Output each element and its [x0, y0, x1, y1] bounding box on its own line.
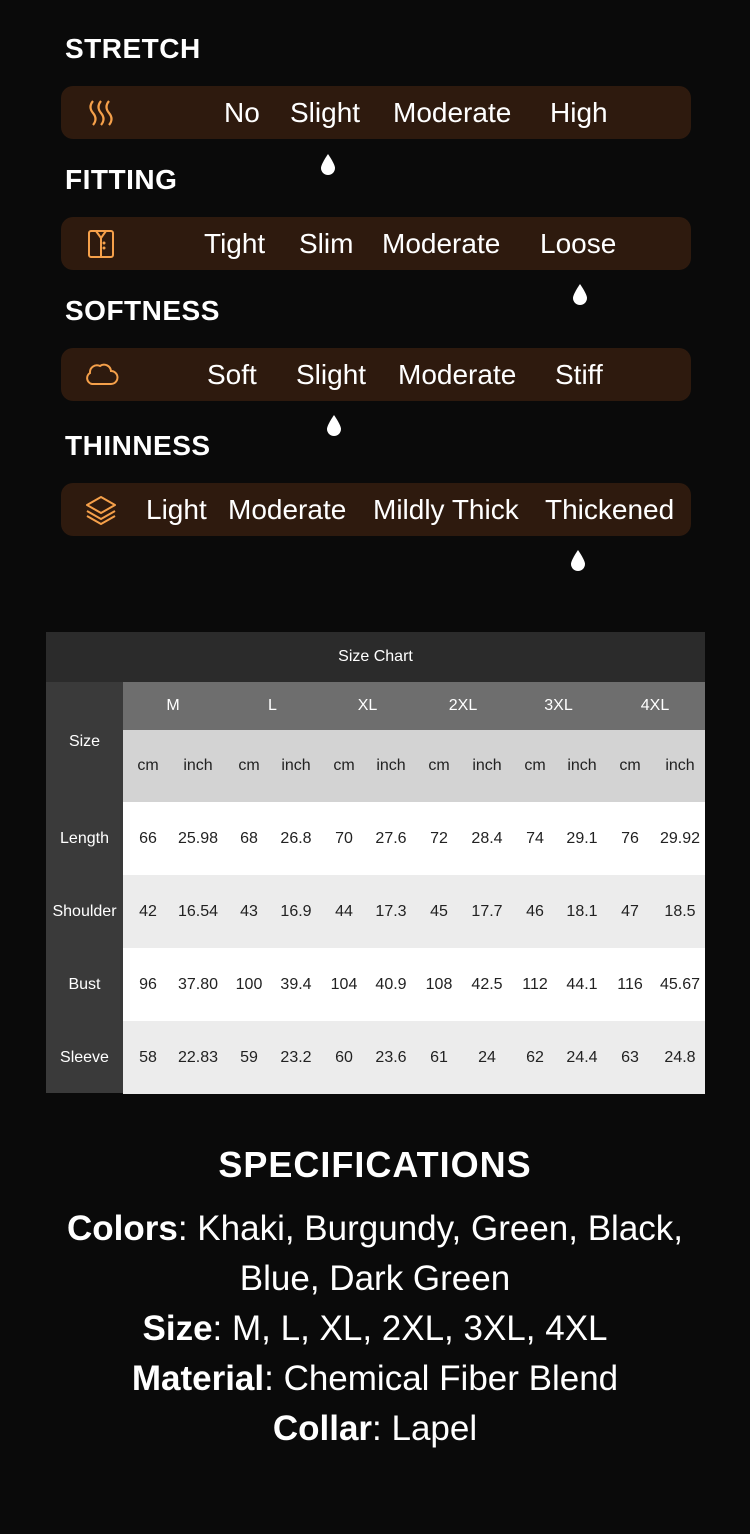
fitting-bar [61, 217, 691, 270]
fitting-title: FITTING [65, 164, 178, 195]
table-cell: 70 [335, 830, 353, 847]
unit-header-cm: cm [333, 757, 355, 774]
row-label-sleeve: Sleeve [60, 1049, 109, 1066]
table-cell: 45 [430, 903, 448, 920]
table-cell: 76 [621, 830, 639, 847]
stretch-option-moderate: Moderate [393, 97, 512, 128]
table-cell: 116 [617, 976, 643, 993]
stretch-option-high: High [550, 97, 608, 128]
table-cell: 96 [139, 976, 157, 993]
table-cell: 39.4 [280, 976, 312, 993]
spec-colors-cont [0, 1259, 750, 1299]
spec-size: Size: M, L, XL, 2XL, 3XL, 4XL [142, 1309, 608, 1348]
unit-header-inch: inch [376, 757, 406, 774]
spec-colors-value-cont: Blue, Dark Green [239, 1259, 511, 1298]
fitting-option-tight: Tight [204, 228, 266, 259]
thinness-option-light: Light [146, 494, 207, 525]
table-cell: 26.8 [280, 830, 312, 847]
size-header-m: M [166, 697, 180, 714]
table-cell: 104 [330, 976, 358, 993]
table-cell: 42 [139, 903, 157, 920]
table-cell: 74 [526, 830, 544, 847]
table-cell: 24 [478, 1049, 496, 1066]
table-cell: 23.6 [375, 1049, 407, 1066]
table-cell: 24.4 [566, 1049, 598, 1066]
fitting-option-loose: Loose [540, 228, 617, 259]
table-cell: 108 [425, 976, 453, 993]
table-cell: 25.98 [177, 830, 219, 847]
row-label-bust: Bust [68, 976, 101, 993]
table-cell: 45.67 [659, 976, 701, 993]
layers-icon [83, 492, 119, 528]
specifications-heading: SPECIFICATIONS [218, 1144, 532, 1185]
thinness-option-moderate: Moderate [228, 494, 347, 525]
thinness-bar [61, 483, 691, 536]
cloud-icon [83, 357, 119, 393]
softness-option-slight: Slight [296, 359, 367, 390]
row-label-length: Length [60, 830, 109, 847]
table-cell: 61 [430, 1049, 448, 1066]
table-cell: 18.1 [566, 903, 598, 920]
softness-option-stiff: Stiff [555, 359, 603, 390]
table-cell: 44 [335, 903, 353, 920]
table-cell: 58 [139, 1049, 157, 1066]
table-cell: 42.5 [471, 976, 503, 993]
spec-size-label: Size [142, 1309, 213, 1348]
table-cell: 62 [526, 1049, 544, 1066]
table-cell: 23.2 [280, 1049, 312, 1066]
size-header-2xl: 2XL [448, 697, 478, 714]
unit-header-cm: cm [428, 757, 450, 774]
stretch-option-no: No [224, 97, 260, 128]
table-row [123, 948, 705, 1021]
stretch-title: STRETCH [65, 33, 201, 64]
spec-material-value: Chemical Fiber Blend [283, 1359, 619, 1398]
spec-colors-value: Khaki, Burgundy, Green, Black, [197, 1209, 684, 1248]
unit-header-inch: inch [665, 757, 695, 774]
table-cell: 17.3 [375, 903, 407, 920]
table-cell: 66 [139, 830, 157, 847]
stretch-option-slight: Slight [290, 97, 361, 128]
size-chart-title: Size Chart [46, 632, 705, 682]
fitting-option-slim: Slim [299, 228, 354, 259]
unit-header-inch: inch [472, 757, 502, 774]
spec-colors-label: Colors [66, 1209, 178, 1248]
table-cell: 40.9 [375, 976, 407, 993]
table-cell: 16.54 [177, 903, 219, 920]
size-header-l: L [268, 697, 277, 714]
table-row [123, 875, 705, 948]
table-cell: 16.9 [280, 903, 312, 920]
unit-header-row [123, 730, 705, 802]
spec-material-label: Material [131, 1359, 265, 1398]
spec-collar-label: Collar [272, 1409, 373, 1448]
table-cell: 37.80 [177, 976, 219, 993]
table-cell: 43 [240, 903, 258, 920]
table-cell: 18.5 [664, 903, 696, 920]
fitting-marker-drop-icon [573, 284, 587, 306]
size-header-xl: XL [357, 697, 378, 714]
softness-option-soft: Soft [207, 359, 257, 390]
unit-header-cm: cm [238, 757, 260, 774]
size-header-row [123, 682, 705, 730]
unit-header-inch: inch [567, 757, 597, 774]
table-cell: 59 [240, 1049, 258, 1066]
spec-colors: Colors: Khaki, Burgundy, Green, Black, [66, 1209, 684, 1248]
size-column-label: Size [68, 733, 101, 750]
stretch-marker-drop-icon [321, 154, 335, 176]
table-cell: 44.1 [566, 976, 598, 993]
unit-header-inch: inch [281, 757, 311, 774]
softness-option-moderate: Moderate [398, 359, 517, 390]
shirt-icon [83, 226, 119, 262]
spec-collar: Collar: Lapel [272, 1409, 478, 1448]
table-cell: 60 [335, 1049, 353, 1066]
softness-bar [61, 348, 691, 401]
row-label-shoulder: Shoulder [52, 903, 117, 920]
table-cell: 29.1 [566, 830, 598, 847]
table-cell: 112 [522, 976, 548, 993]
stretch-bar [61, 86, 691, 139]
table-row [123, 802, 705, 875]
table-cell: 22.83 [177, 1049, 219, 1066]
table-cell: 46 [526, 903, 544, 920]
size-header-3xl: 3XL [544, 697, 573, 714]
size-header-4xl: 4XL [640, 697, 670, 714]
table-cell: 63 [621, 1049, 639, 1066]
table-cell: 47 [621, 903, 639, 920]
unit-header-cm: cm [524, 757, 546, 774]
table-cell: 27.6 [375, 830, 407, 847]
table-cell: 28.4 [471, 830, 503, 847]
table-row [123, 1021, 705, 1094]
table-cell: 29.92 [659, 830, 701, 847]
unit-header-cm: cm [137, 757, 159, 774]
table-cell: 17.7 [471, 903, 503, 920]
fitting-option-moderate: Moderate [382, 228, 501, 259]
spec-size-value: M, L, XL, 2XL, 3XL, 4XL [232, 1309, 608, 1348]
softness-title: SOFTNESS [65, 295, 220, 326]
table-cell: 24.8 [664, 1049, 696, 1066]
table-cell: 68 [240, 830, 258, 847]
unit-header-inch: inch [183, 757, 213, 774]
spec-collar-value: Lapel [391, 1409, 478, 1448]
thinness-option-thickened: Thickened [545, 494, 675, 525]
softness-marker-drop-icon [327, 415, 341, 437]
unit-header-cm: cm [619, 757, 641, 774]
thinness-title: THINNESS [65, 430, 211, 461]
size-chart [46, 632, 705, 1093]
spec-material: Material: Chemical Fiber Blend [131, 1359, 619, 1398]
table-cell: 72 [430, 830, 448, 847]
table-cell: 100 [235, 976, 263, 993]
heat-waves-icon [83, 95, 119, 131]
thinness-marker-drop-icon [571, 550, 585, 572]
thinness-option-mildly-thick: Mildly Thick [373, 494, 519, 525]
